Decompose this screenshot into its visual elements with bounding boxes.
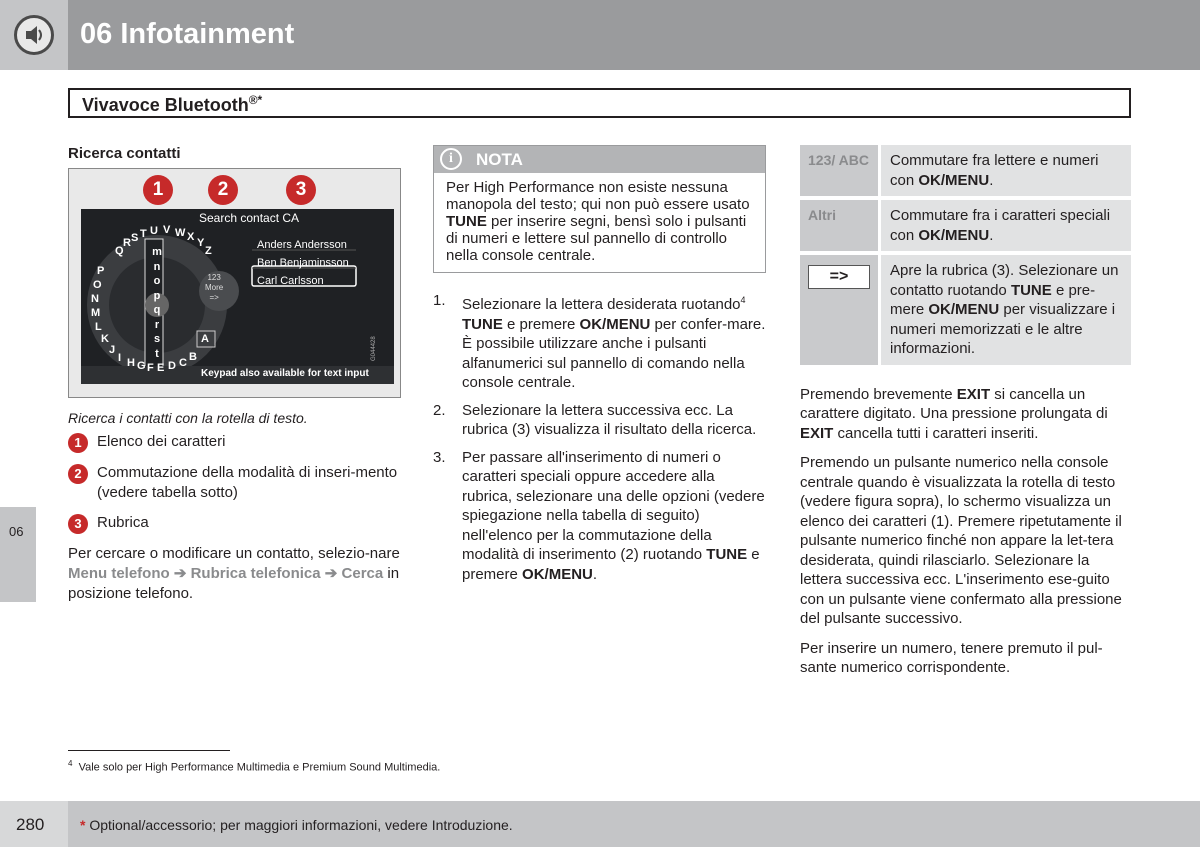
table-row [800,145,1131,196]
figure-caption: Ricerca i contatti con la rotella di testo. [68,410,308,426]
number-paragraph: Per inserire un numero, tenere premuto il pul-sante numerico corrispondente. [800,639,1103,676]
footer-note: * Optional/accessorio; per maggiori informazioni, vedere Introduzione. [80,817,513,833]
page-footer [0,801,1200,847]
step-item: 1. Selezionare la lettera desiderata ruotando$^4$ TUNE e premere OK/MENU per confer-mare. È possibile utilizzare anche i pulsanti alfanumerici sul pannello di comando nella console centrale. [433,292,766,391]
table-row [800,255,1131,365]
legend-item: 3 Rubrica [68,513,403,534]
table-key: 123/ ABC [800,145,878,196]
screen-title: Search contact CA [199,211,300,225]
step-item: 2. Selezionare la lettera successiva ecc. La rubrica (3) visualizza il risultato della ricerca. [433,401,757,438]
subsection-heading: Ricerca contatti [68,145,181,162]
page-header [0,0,1200,70]
table-value: Commutare fra lettere e numeri con OK/MENU. [878,145,1131,196]
footnote: $^4$ Vale solo per High Performance Multimedia e Premium Sound Multimedia. [68,759,441,774]
note-text: Per High Performance non esiste nessuna manopola del testo; qui non può essere usato TUNE per inserire segni, bensì solo i pulsanti di numeri e lettere sul pannello di controllo nella console centrale. [446,179,750,264]
table-value: Apre la rubrica (3). Selezionare un contatto ruotando TUNE e pre-mere OK/MENU per visualizzare i numeri memorizzati e le altre informazioni. [878,255,1131,365]
table-value: Commutare fra i caratteri speciali con OK/MENU. [878,200,1131,251]
character-list: m n o p q r s t [152,246,162,360]
footnote-rule [68,750,230,751]
legend-item: 1 Elenco dei caratteri [68,432,403,453]
callout-3: 3 [286,175,316,205]
page-number: 280 [16,815,45,834]
table-row [800,200,1131,251]
note-label: NOTA [476,150,523,169]
contact-item: Carl Carlsson [257,275,324,287]
figure-legend [68,432,403,534]
steps-list [433,291,766,584]
wheel-letters: Q R S T U V W X Y Z P O N M L K J I H G F E D C B A [91,224,212,374]
menu-path-phonebook: Rubrica telefonica [190,565,321,582]
arrow-key-icon: => [808,265,870,289]
figure-text-wheel [68,168,401,398]
mode-table [800,141,1131,369]
callout-2: 2 [208,175,238,205]
step-item: 3. Per passare all'inserimento di numeri o caratteri speciali oppure accedere alla rubrica, selezionare una delle opzioni (vedere spiegazione nella tabella di seguito) nell'elenco per la commutazione della modalità di inserimento (2) ruotando TUNE e premere OK/MENU. [433,448,765,583]
header-icon-tab [0,0,68,70]
menu-path-phone: Menu telefono [68,565,170,582]
info-icon: i [440,148,462,170]
column-middle [433,145,766,592]
note-box [433,145,766,273]
section-title-bar [68,88,1131,118]
figure-code: G044428 [371,336,377,361]
note-header [434,146,765,173]
table-key: Altri [800,200,878,251]
contact-item: Ben Benjaminsson [257,257,349,269]
chapter-title: 06 Infotainment [80,18,295,50]
exit-paragraph: Premendo brevemente EXIT si cancella un carattere digitato. Una pressione prolungata di EXIT cancella tutti i caratteri inseriti. [800,385,1108,442]
column-right [800,145,1131,678]
mode-label: 123 More => [205,273,224,302]
screen-footer: Keypad also available for text input [201,368,369,379]
section-title: Vivavoce Bluetooth®* [82,93,263,115]
display-screen [81,209,394,384]
contact-item: Anders Andersson [257,239,347,251]
page-number-box [0,801,68,847]
chapter-side-tab: 06 [0,507,36,602]
contact-list [257,236,349,290]
legend-item: 2 Commutazione della modalità di inseri-mento (vedere tabella sotto) [68,463,403,503]
table-key [800,255,878,365]
search-instructions: Per cercare o modificare un contatto, selezio-nare Menu telefono ➔ Rubrica telefonica ➔ Cerca in posizione telefono. [68,545,400,602]
callout-1: 1 [143,175,173,205]
menu-path-search: Cerca [341,565,384,582]
numeric-paragraph: Premendo un pulsante numerico nella console centrale quando è visualizzata la rotella di testo (vedere figura sopra), lo schermo visualizza un elenco dei caratteri (1). Premere ripetutamente il pulsante numerico finché non appare la let-tera desiderata, quindi rilasciarlo. Selezionare la lettera successiva ecc. L'inserimento ese-guito con un pulsante viene confermato alla pressione del pulsante successivo. [800,454,1122,627]
speaker-icon [14,15,54,55]
column-left [68,145,403,604]
